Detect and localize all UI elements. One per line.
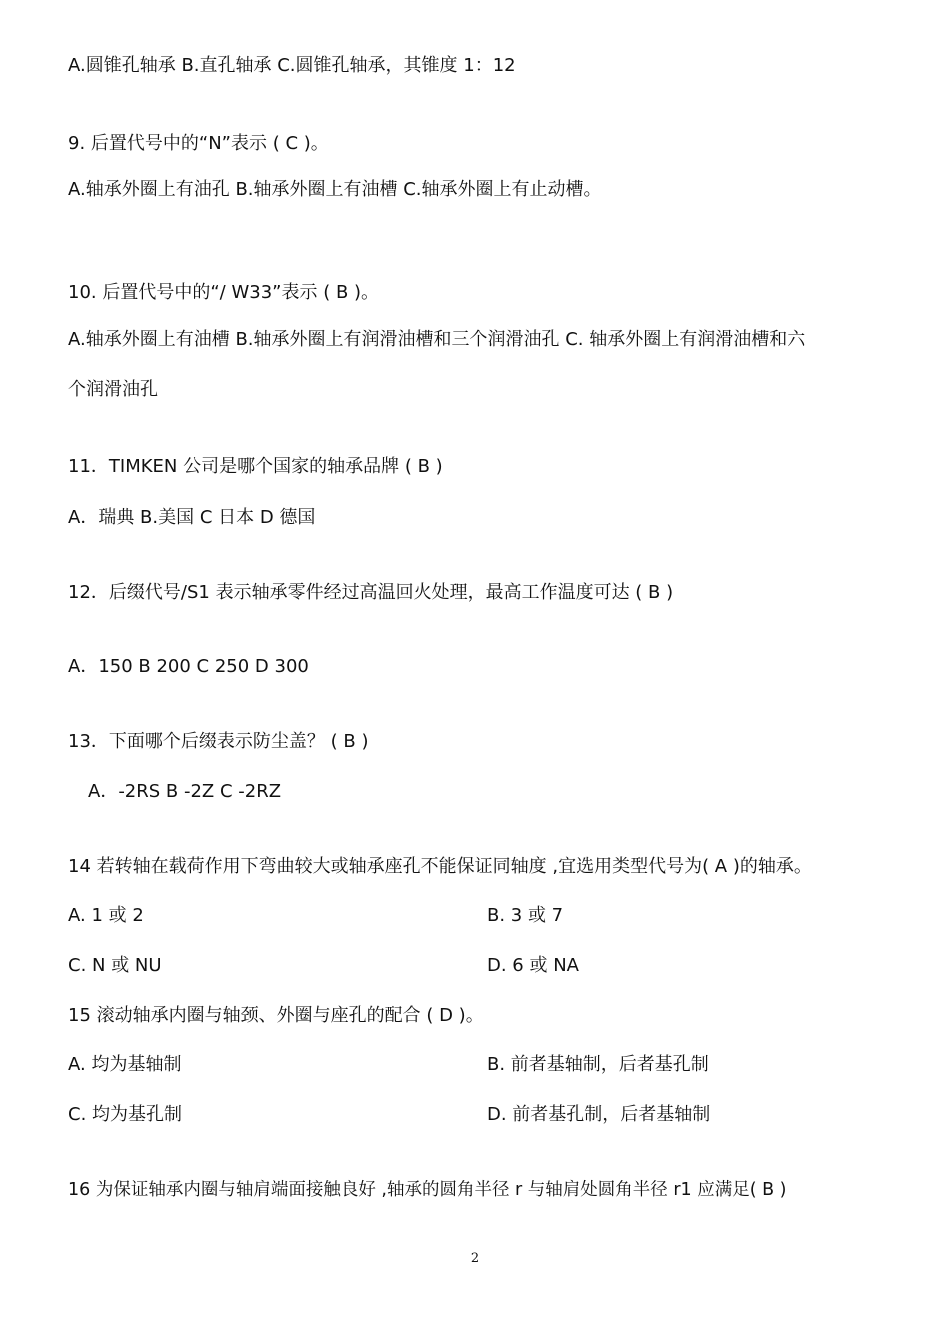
q16-question: 16 为保证轴承内圈与轴肩端面接触良好 ,轴承的圆角半径 r 与轴肩处圆角半径 r1 应满足( B ) [68,1180,787,1200]
page-number: 2 [470,1251,480,1266]
q13-options: A．-2RS B -2Z C -2RZ [88,781,282,802]
q10-question: 10. 后置代号中的“/ W33”表示 ( B )。 [68,282,380,303]
q14-option-d: D. 6 或 NA [487,955,579,976]
q9-question: 9. 后置代号中的“N”表示 ( C )。 [68,133,329,154]
q8-options: A.圆锥孔轴承 B.直孔轴承 C.圆锥孔轴承，其锥度 1：12 [68,55,516,76]
q9-options: A.轴承外圈上有油孔 B.轴承外圈上有油槽 C.轴承外圈上有止动槽。 [68,179,602,200]
q14-option-c: C. N 或 NU [68,955,162,976]
q14-option-b: B. 3 或 7 [487,905,564,926]
q11-question: 11．TIMKEN 公司是哪个国家的轴承品牌 ( B ) [68,456,443,477]
q15-question: 15 滚动轴承内圈与轴颈、外圈与座孔的配合 ( D )。 [68,1005,484,1026]
q12-question: 12．后缀代号/S1 表示轴承零件经过高温回火处理，最高工作温度可达 ( B ) [68,582,674,603]
q15-option-d: D. 前者基孔制，后者基轴制 [487,1104,711,1125]
q14-option-a: A. 1 或 2 [68,905,144,926]
q15-option-c: C. 均为基孔制 [68,1104,183,1125]
q10-options: A.轴承外圈上有油槽 B.轴承外圈上有润滑油槽和三个润滑油孔 C. 轴承外圈上有润滑油槽和六 [68,329,806,350]
q12-options: A．150 B 200 C 250 D 300 [68,656,309,677]
q14-question: 14 若转轴在载荷作用下弯曲较大或轴承座孔不能保证同轴度 ,宜选用类型代号为( A )的轴承。 [68,856,812,877]
q13-question: 13．下面哪个后缀表示防尘盖？ ( B ) [68,731,369,752]
q15-option-a: A. 均为基轴制 [68,1054,182,1075]
q11-options: A．瑞典 B.美国 C 日本 D 德国 [68,507,316,528]
q10-options-continued: 个润滑油孔 [68,379,158,400]
q15-option-b: B. 前者基轴制，后者基孔制 [487,1054,709,1075]
